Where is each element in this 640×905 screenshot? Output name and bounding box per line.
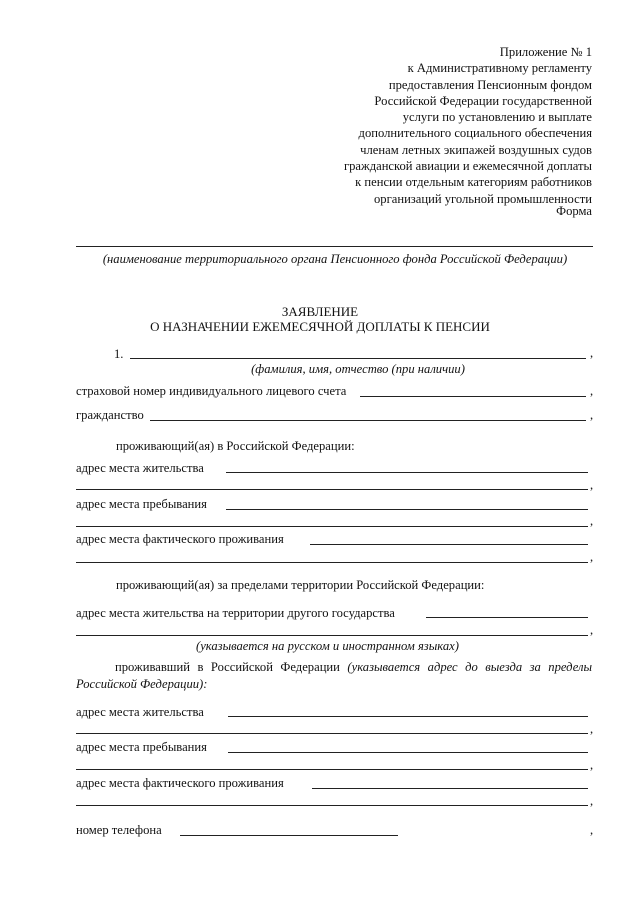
snils-field[interactable] [360, 396, 586, 397]
rf-stay-field-line2[interactable] [76, 526, 588, 527]
snils-label: страховой номер индивидуального лицевого счета [76, 384, 347, 398]
rf-stay-field[interactable] [226, 509, 588, 510]
former-residence-field-line2[interactable] [76, 733, 588, 734]
comma: , [590, 722, 594, 736]
header-line: предоставления Пенсионным фондом [388, 77, 592, 92]
document-subtitle: О НАЗНАЧЕНИИ ЕЖЕМЕСЯЧНОЙ ДОПЛАТЫ К ПЕНСИИ [150, 319, 490, 334]
document-title: ЗАЯВЛЕНИЕ [281, 304, 359, 319]
comma: , [590, 408, 594, 422]
comma: , [590, 346, 594, 360]
header-line: Приложение № 1 [499, 45, 592, 59]
organ-name-field[interactable] [76, 246, 593, 247]
comma: , [590, 384, 594, 398]
former-stay-field-line2[interactable] [76, 769, 588, 770]
former-residence-intro [76, 659, 592, 693]
rf-actual-field-line2[interactable] [76, 562, 588, 563]
phone-field[interactable] [180, 835, 398, 836]
comma: , [590, 478, 594, 492]
header-line: гражданской авиации и ежемесячной доплаты [343, 159, 592, 174]
form-label: Форма [556, 204, 592, 218]
former-stay-label: адрес места пребывания [76, 740, 207, 754]
phone-label: номер телефона [76, 823, 162, 837]
former-intro-text: проживавший в Российской Федерации [115, 660, 340, 674]
rf-residence-field[interactable] [226, 472, 588, 473]
rf-stay-label: адрес места пребывания [76, 497, 207, 511]
fio-field[interactable] [130, 358, 586, 359]
header-line: к Административному регламенту [407, 61, 592, 76]
comma: , [590, 794, 594, 808]
header-line: Российской Федерации государственной [374, 93, 592, 108]
language-caption: (указывается на русском и иностранном языках) [196, 639, 459, 653]
foreign-residence-label: адрес места жительства на территории другого государства [76, 606, 395, 620]
former-stay-field[interactable] [228, 752, 588, 753]
former-actual-field-line2[interactable] [76, 805, 588, 806]
organ-name-caption: (наименование территориального органа Пенсионного фонда Российской Федерации) [102, 252, 568, 266]
comma: , [590, 514, 594, 528]
rf-residence-label: адрес места жительства [76, 461, 204, 475]
item-number: 1. [114, 347, 124, 361]
comma: , [590, 550, 594, 564]
header-line: дополнительного социального обеспечения [358, 126, 592, 141]
former-intro-italic: (указывается адрес до выезда за пределы Российской Федерации): [76, 660, 592, 691]
former-residence-field[interactable] [228, 716, 588, 717]
rf-actual-field[interactable] [310, 544, 588, 545]
rf-section-heading: проживающий(ая) в Российской Федерации: [116, 439, 355, 453]
comma: , [590, 823, 594, 837]
former-residence-label: адрес места жительства [76, 705, 204, 719]
foreign-residence-field-line2[interactable] [76, 635, 588, 636]
former-actual-label: адрес места фактического проживания [76, 776, 284, 790]
former-actual-field[interactable] [312, 788, 588, 789]
citizenship-field[interactable] [150, 420, 586, 421]
header-line: услуги по установлению и выплате [402, 110, 592, 125]
header-line: организаций угольной промышленности [373, 191, 592, 206]
comma: , [590, 623, 594, 637]
fio-caption: (фамилия, имя, отчество (при наличии) [251, 362, 465, 376]
foreign-residence-field[interactable] [426, 617, 588, 618]
header-line: членам летных экипажей воздушных судов [360, 142, 592, 157]
citizenship-label: гражданство [76, 408, 144, 422]
abroad-section-heading: проживающий(ая) за пределами территории Российской Федерации: [116, 578, 485, 592]
rf-residence-field-line2[interactable] [76, 489, 588, 490]
comma: , [590, 758, 594, 772]
appendix-header [292, 44, 592, 207]
rf-actual-label: адрес места фактического проживания [76, 532, 284, 546]
header-line: к пенсии отдельным категориям работников [355, 175, 592, 190]
